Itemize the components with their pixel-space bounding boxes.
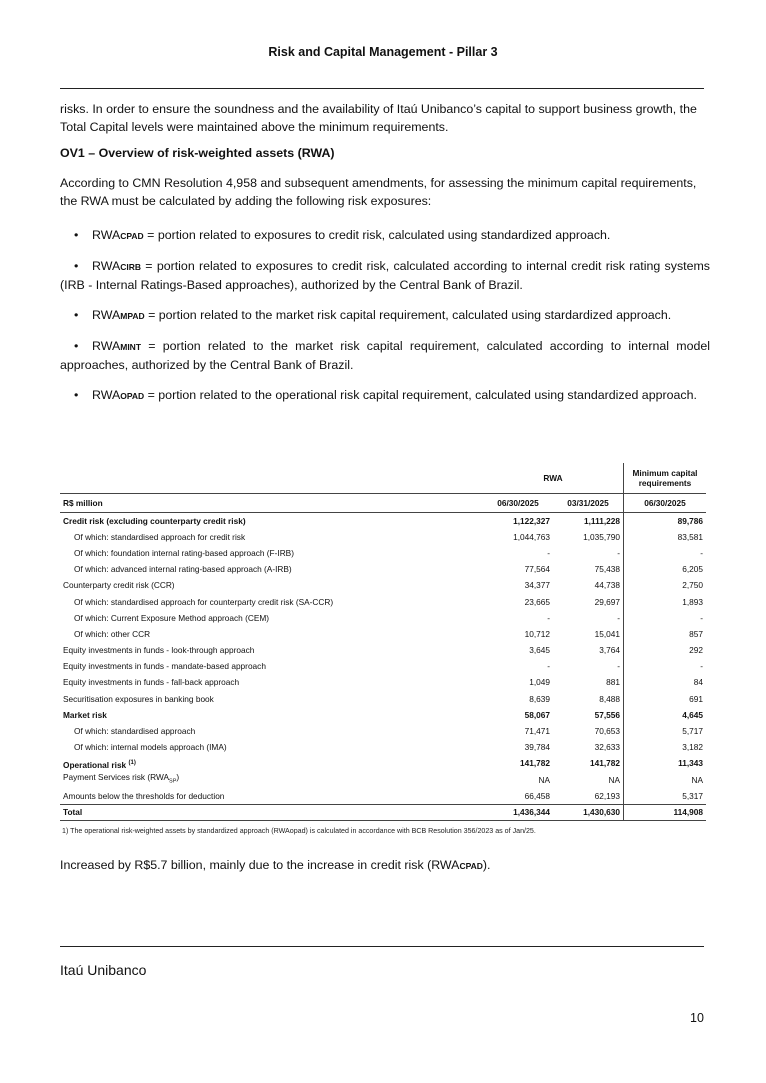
table-row bbox=[60, 788, 706, 805]
cell-value: 1,111,228 bbox=[584, 515, 620, 526]
page-header-title: Risk and Capital Management - Pillar 3 bbox=[268, 45, 498, 59]
cell-value: NA bbox=[624, 772, 707, 788]
table-row bbox=[60, 707, 706, 723]
cell-value: - bbox=[617, 612, 620, 623]
cell-value: 3,764 bbox=[599, 645, 620, 656]
table-row bbox=[60, 659, 706, 675]
cell-value: 44,738 bbox=[594, 580, 620, 591]
row-label: Of which: other CCR bbox=[74, 628, 151, 639]
cell-value: 77,564 bbox=[524, 564, 550, 575]
cell-value: 83,581 bbox=[624, 529, 707, 545]
cell-value: - bbox=[547, 661, 550, 672]
bullet-rwa-mpad: • RWAMPAD = portion related to the market risk capital requirement, calculated using stardardized approach. bbox=[60, 306, 710, 325]
group-rwa-label: RWA bbox=[543, 472, 563, 483]
unit-label: R$ million bbox=[60, 494, 483, 513]
row-label: Of which: standardised approach for credit risk bbox=[74, 531, 246, 542]
cell-value: 62,193 bbox=[594, 790, 620, 801]
cell-value: 23,665 bbox=[524, 596, 550, 607]
cell-value: 1,049 bbox=[529, 677, 550, 688]
cell-value: - bbox=[617, 661, 620, 672]
cell-value: 2,750 bbox=[624, 578, 707, 594]
cell-value: 58,067 bbox=[524, 709, 550, 720]
bullet-dot-icon: • bbox=[74, 228, 79, 242]
row-label: Equity investments in funds - fall-back approach bbox=[63, 677, 240, 688]
cell-value: 5,717 bbox=[624, 723, 707, 739]
closing-paragraph: Increased by R$5.7 billion, mainly due to the increase in credit risk (RWACPAD). bbox=[60, 858, 491, 872]
group-mcr-label: Minimum capital requirements bbox=[624, 463, 707, 494]
cell-value: - bbox=[624, 659, 707, 675]
cell-value: 66,458 bbox=[524, 790, 550, 801]
cell-value: 84 bbox=[624, 675, 707, 691]
cell-value: 11,343 bbox=[624, 756, 707, 772]
cell-value: - bbox=[624, 545, 707, 561]
cell-value: 1,035,790 bbox=[583, 531, 620, 542]
cell-value: 8,639 bbox=[529, 693, 550, 704]
cell-value: 4,645 bbox=[624, 707, 707, 723]
table-row bbox=[60, 772, 706, 788]
column-header: 06/30/2025 bbox=[624, 494, 707, 513]
column-header: 03/31/2025 bbox=[553, 494, 624, 513]
cell-value: 70,653 bbox=[594, 726, 620, 737]
row-label: Market risk bbox=[63, 709, 107, 720]
cell-value: 292 bbox=[624, 643, 707, 659]
row-label: Payment Services risk $(RWA_{SP})$ bbox=[63, 772, 180, 785]
cell-value: 1,430,630 bbox=[553, 805, 624, 821]
table-row bbox=[60, 545, 706, 561]
cell-value: 71,471 bbox=[524, 726, 550, 737]
table-row bbox=[60, 723, 706, 739]
cell-value: 691 bbox=[624, 691, 707, 707]
row-label: Of which: standardised approach bbox=[74, 726, 196, 737]
cell-value: 114,908 bbox=[624, 805, 707, 821]
row-label: Total bbox=[60, 805, 483, 821]
table-row bbox=[60, 578, 706, 594]
bullet-dot-icon: • bbox=[74, 339, 79, 353]
cell-value: 8,488 bbox=[599, 693, 620, 704]
total-row bbox=[60, 805, 706, 821]
cell-value: 32,633 bbox=[594, 742, 620, 753]
cell-value: 6,205 bbox=[624, 562, 707, 578]
cell-value: 881 bbox=[606, 677, 620, 688]
row-label: Counterparty credit risk (CCR) bbox=[63, 580, 175, 591]
row-label: Credit risk (excluding counterparty credit risk) bbox=[63, 515, 246, 526]
table-body bbox=[60, 513, 706, 821]
footer-company-name: Itaú Unibanco bbox=[60, 962, 147, 978]
table-footnote: 1) The operational risk-weighted assets by standardized approach (RWAopad) is calculated in accordance with BCB Resolution 356/2023 as of Jan/25. bbox=[62, 827, 536, 835]
footer-divider bbox=[60, 946, 704, 947]
table-row bbox=[60, 529, 706, 545]
row-label: Equity investments in funds - look-through approach bbox=[63, 645, 255, 656]
row-label: Of which: standardised approach for counterparty credit risk (SA-CCR) bbox=[74, 596, 334, 607]
table-row bbox=[60, 562, 706, 578]
cell-value: - bbox=[547, 612, 550, 623]
page-number: 10 bbox=[690, 1011, 704, 1025]
bullet-rwa-cpad: • RWACPAD = portion related to exposures to credit risk, calculated using standardized approach. bbox=[60, 226, 710, 245]
table-row bbox=[60, 594, 706, 610]
cell-value: 29,697 bbox=[594, 596, 620, 607]
bullet-dot-icon: • bbox=[74, 308, 79, 322]
cell-value: 3,645 bbox=[529, 645, 550, 656]
cell-value: 39,784 bbox=[524, 742, 550, 753]
table-row bbox=[60, 626, 706, 642]
body-text bbox=[60, 100, 710, 417]
cell-value: 1,044,763 bbox=[513, 531, 550, 542]
cell-value: 1,436,344 bbox=[483, 805, 553, 821]
cell-value: 34,377 bbox=[524, 580, 550, 591]
row-label: Operational risk $^{(1)}$ bbox=[63, 759, 136, 770]
row-label: Of which: Current Exposure Method approach (CEM) bbox=[74, 612, 270, 623]
bullet-dot-icon: • bbox=[74, 388, 79, 402]
row-label: Of which: advanced internal rating-based approach (A-IRB) bbox=[74, 564, 292, 575]
row-label: Of which: foundation internal rating-based approach (F-IRB) bbox=[74, 547, 294, 558]
table-row bbox=[60, 643, 706, 659]
table-row bbox=[60, 610, 706, 626]
intro-paragraph: risks. In order to ensure the soundness and the availability of Itaú Unibanco’s capital to support business growth, the Total Capital levels were maintained above the minimum requirements. bbox=[60, 102, 697, 134]
table-column-header bbox=[60, 494, 706, 513]
bullet-rwa-cirb: • RWACIRB = portion related to exposures to credit risk, calculated according to internal credit risk rating systems (IRB - Internal Ratings-Based approaches), authorized by the Central Bank of Brazil. bbox=[60, 259, 710, 292]
cell-value: - bbox=[624, 610, 707, 626]
cell-value: 15,041 bbox=[594, 628, 620, 639]
bullet-dot-icon: • bbox=[74, 259, 79, 273]
table-row bbox=[60, 513, 706, 530]
row-label: Of which: internal models approach (IMA) bbox=[74, 742, 227, 753]
row-label: Securitisation exposures in banking book bbox=[63, 693, 214, 704]
cell-value: 75,438 bbox=[594, 564, 620, 575]
cell-value: - bbox=[547, 547, 550, 558]
table-row bbox=[60, 691, 706, 707]
table-row bbox=[60, 675, 706, 691]
table-row bbox=[60, 740, 706, 756]
cell-value: 89,786 bbox=[624, 513, 707, 530]
cell-value: 141,782 bbox=[520, 758, 550, 769]
cell-value: 5,317 bbox=[624, 788, 707, 805]
bullet-rwa-mint: • RWAMINT = portion related to the market risk capital requirement, calculated according to internal model approaches, authorized by the Central Bank of Brazil. bbox=[60, 339, 710, 372]
cell-value: 141,782 bbox=[590, 758, 620, 769]
cell-value: NA bbox=[538, 774, 550, 785]
column-header: 06/30/2025 bbox=[483, 494, 553, 513]
row-label: Amounts below the thresholds for deduction bbox=[63, 790, 225, 801]
cell-value: 1,122,327 bbox=[513, 515, 550, 526]
cell-value: NA bbox=[608, 774, 620, 785]
rwa-overview-table bbox=[60, 463, 706, 821]
cell-value: - bbox=[617, 547, 620, 558]
cell-value: 10,712 bbox=[524, 628, 550, 639]
lead-paragraph: According to CMN Resolution 4,958 and subsequent amendments, for assessing the minimum capital requirements, the RWA must be calculated by adding the following risk exposures: bbox=[60, 176, 697, 208]
table-row bbox=[60, 756, 706, 772]
row-label: Equity investments in funds - mandate-based approach bbox=[63, 661, 266, 672]
cell-value: 3,182 bbox=[624, 740, 707, 756]
section-heading: OV1 – Overview of risk-weighted assets (RWA) bbox=[60, 146, 335, 160]
cell-value: 1,893 bbox=[624, 594, 707, 610]
header-divider bbox=[60, 88, 704, 89]
table-group-header bbox=[60, 463, 706, 494]
bullet-rwa-opad: • RWAOPAD = portion related to the operational risk capital requirement, calculated using standardized approach. bbox=[60, 386, 710, 405]
cell-value: 57,556 bbox=[594, 709, 620, 720]
cell-value: 857 bbox=[624, 626, 707, 642]
